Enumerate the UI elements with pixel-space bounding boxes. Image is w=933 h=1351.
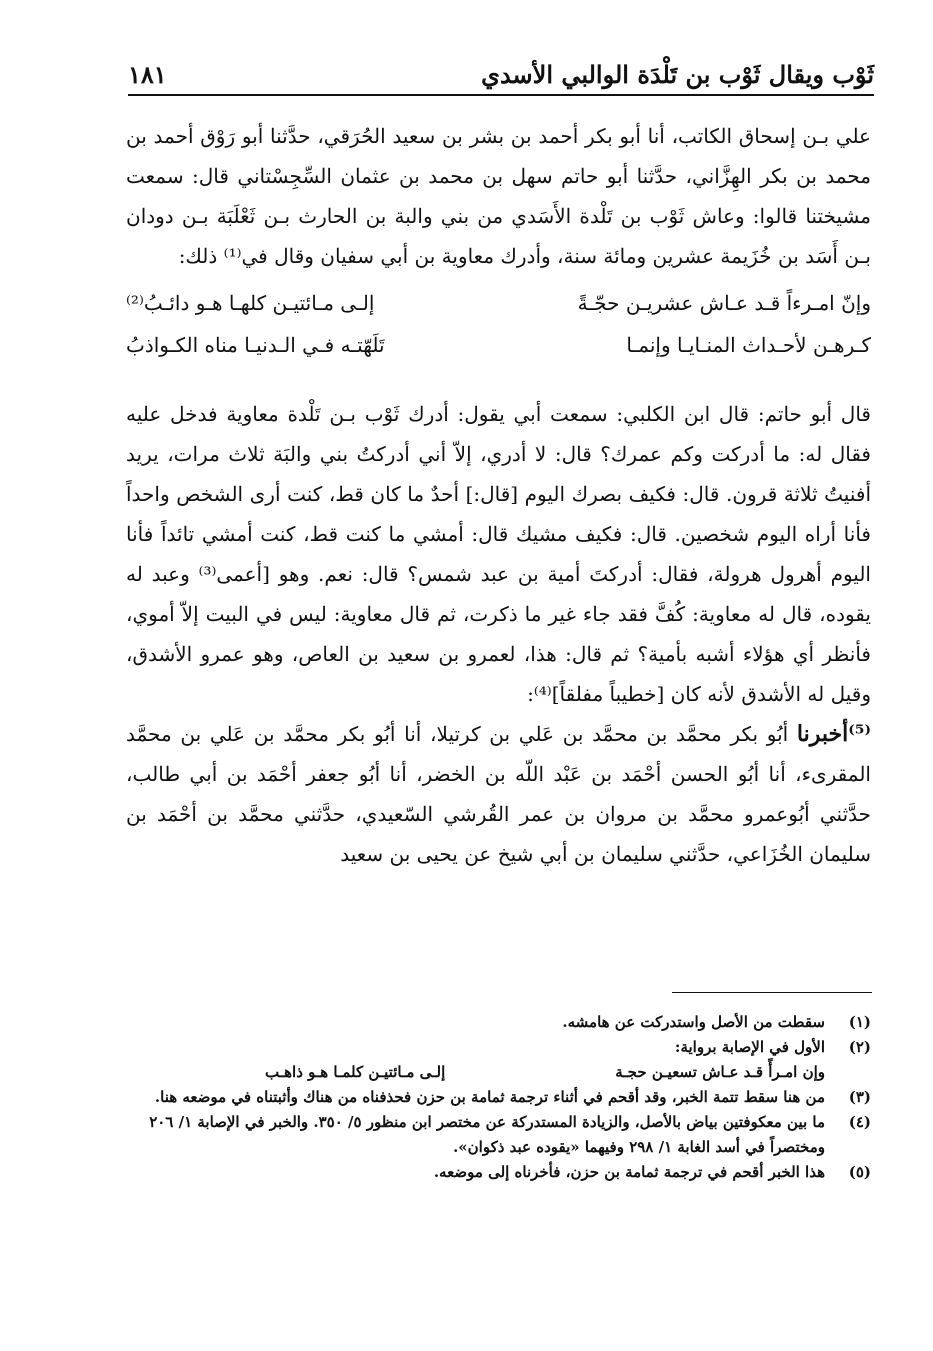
footnote-3: [126, 1085, 871, 1110]
page-number: ١٨١: [128, 60, 167, 89]
footnote-text: هذا الخبر أقحم في ترجمة ثمامة بن حزن، فأخرناه إلى موضعه.: [433, 1163, 825, 1181]
paragraph-3: [126, 714, 871, 874]
footnote-number: (٥): [848, 1163, 871, 1181]
spacer: [126, 378, 871, 394]
footnote-number: (١): [848, 1013, 871, 1031]
paragraph-3-lead-word: ⁽⁵⁾أخبرنا: [796, 721, 871, 747]
footnote-1: [126, 1010, 871, 1035]
footnote-verse: [265, 1060, 871, 1085]
poem-line-1-second-hemistich: إلـى مـائتيـن كلهـا هـو دائـبُ⁽²⁾: [126, 291, 375, 315]
footnote-verse-second-hemistich: إلـى مـائتيـن كلمـا هـو ذاهـب: [265, 1063, 446, 1081]
footnote-number: (٤): [848, 1113, 871, 1131]
footnote-2: [126, 1035, 871, 1060]
footnote-verse-first-hemistich: وإن امـرأً قـد عـاش تسعيـن حجـة: [615, 1063, 825, 1081]
paragraph-2: قال أبو حاتم: قال ابن الكلبي: سمعت أبي يقول: أدرك ثَوْب بـن تَلْدة معاوية فدخل عليه فقال له: ما أدركت وكم عمرك؟ قال: لا أدري، إلاّ أني أدركتُ بني والبَة ثلاث مرات، يريد أفنيتُ ثلاثة قرون. قال: فكيف بصرك اليوم [قال:] أحدٌ ما كان قط، كنت أرى الشخص واحداً فأنا أراه اليوم شخصين. قال: فكيف مشيك قال: أمشي ما كنت قط، كنت أمشي تائداً فأنا اليوم أهرول هرولة، فقال: أدركتَ أمية بن عبد شمس؟ قال: نعم. وهو [أعمى⁽³⁾ وعبد له يقوده، قال له معاوية: كُفَّ فقد جاء غير ما ذكرت، ثم قال معاوية: ليس في البيت إلاّ أموي، فأنظر أي هؤلاء أشبه بأمية؟ ثم قال: هذا، لعمرو بن سعيد بن العاص، وهو عمرو الأشدق، وقيل له الأشدق لأنه كان [خطيباً مفلقاً]⁽⁴⁾:: [126, 402, 871, 706]
running-title: ثَوْب ويقال ثَوْب بن تَلْدَة الوالبي الأسدي: [481, 60, 874, 89]
poem-line-2: [126, 324, 871, 366]
paragraph-1: علي بـن إسحاق الكاتب، أنا أبو بكر أحمد بن بشر بن سعيد الحُرَقي، حدَّثنا أبو رَوْق أحمد بن محمد بن بكر الهِزَّاني، حدَّثنا أبو حاتم سهل بن محمد بن عثمان السِّجِسْتاني قال: سمعت مشيختنا قالوا: وعاش ثَوْب بن تَلْدة الأَسَدي من بني والبة بن الحارث بـن ثَعْلَبَة بـن دودان بـن أَسَد بن خُزَيمة عشرين ومائة سنة، وأدرك معاوية بن أبي سفيان وقال في⁽¹⁾ ذلك:: [126, 124, 871, 268]
poem-line-2-first-hemistich: كـرهـن لأحـداث المنـايـا وإنمـا: [626, 333, 871, 357]
footnote-4: [126, 1110, 871, 1160]
poem-line-2-second-hemistich: تَلَهّتـه فـي الـدنيـا مناه الكـواذبُ: [126, 333, 385, 357]
footnote-number: (٢): [848, 1038, 871, 1056]
page-header: [128, 58, 874, 96]
footnotes: [126, 1010, 871, 1185]
footnote-text: ما بين معكوفتين بياض بالأصل، والزيادة المستدركة عن مختصر ابن منظور ٥/ ٣٥٠. والخبر في الإصابة ١/ ٢٠٦ ومختصراً في أسد الغابة ١/ ٢٩٨ وفيهما «يقوده عبد ذكوان».: [149, 1113, 825, 1156]
poem-line-1: [126, 282, 871, 324]
footnote-number: (٣): [848, 1088, 871, 1106]
main-text: [126, 116, 871, 874]
footnote-5: [126, 1160, 871, 1185]
footnote-divider: [672, 992, 872, 993]
poem-line-1-first-hemistich: وإنّ امـرءاً قـد عـاش عشريـن حجّـةً: [577, 291, 871, 315]
footnote-text: من هنا سقط تتمة الخبر، وقد أقحم في أثناء ترجمة ثمامة بن حزن فحذفناه من هناك وأثبتناه في موضعه هنا.: [154, 1088, 825, 1106]
footnote-text: الأول في الإصابة برواية:: [674, 1038, 825, 1056]
footnote-text: سقطت من الأصل واستدركت عن هامشه.: [562, 1013, 825, 1031]
poem: [126, 282, 871, 366]
paragraph-3-text: أبُو بكر محمَّد بن محمَّد بن عَلي بن كرتيلا، أنا أبُو بكر محمَّد بن عَلي بن محمَّد المقرىء، أنا أبُو الحسن أحْمَد بن عَبْد اللّه بن الخضر، أنا أبُو جعفر أحْمَد بن أبي طالب، حدَّثني أبُوعمرو محمَّد بن مروان بن عمر القُرشي السّعيدي، حدَّثني محمَّد بن أحْمَد بن سليمان الخُزَاعي، حدَّثني سليمان بن أبي شيخ عن يحيى بن سعيد: [126, 722, 871, 866]
